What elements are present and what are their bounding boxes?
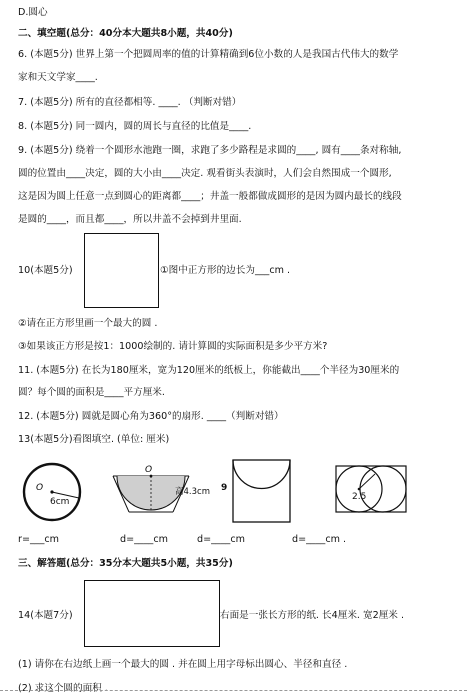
answer-3: d=____cm xyxy=(197,534,245,545)
question-11-line-2: 圆？每个圆的面积是____平方厘米. xyxy=(18,387,165,398)
figure-rectangle-two-circles xyxy=(334,462,410,518)
figure-4-radius-label: 2.5 xyxy=(352,492,367,502)
figure-circle-radius xyxy=(18,462,94,524)
question-9-line-1: 9. (本题5分) 绕着一个圆形水池跑一圈，求跑了多少路程是求圆的____, 圆有____条对称轴, xyxy=(18,145,402,156)
section-3-heading: 三、解答题(总分：35分本大题共5小题，共35分) xyxy=(18,558,233,569)
answer-1: r=___cm xyxy=(18,534,59,545)
figure-square-semicircle xyxy=(228,458,294,526)
question-8: 8. (本题5分) 同一圆内，圆的周长与直径的比值是____. xyxy=(18,121,252,132)
answer-4: d=____cm . xyxy=(292,534,347,545)
question-12: 12. (本题5分) 圆就是圆心角为360°的扇形. ____（判断对错） xyxy=(18,411,284,422)
question-7: 7. (本题5分) 所有的直径都相等. ____. （判断对错） xyxy=(18,97,242,108)
question-13: 13(本题5分)看图填空. (单位: 厘米) xyxy=(18,434,170,445)
question-10-part-1: ①图中正方形的边长为___cm . xyxy=(160,265,291,276)
figure-2-height-label: 高4.3cm xyxy=(175,487,210,497)
figure-1-center-label: O xyxy=(36,483,44,493)
question-9-line-3: 这是因为圆上任意一点到圆心的距离都____；井盖一般都做成圆形的是因为圆内最长的线段 xyxy=(18,191,402,202)
question-14-label: 14(本题7分) xyxy=(18,610,73,621)
page-divider xyxy=(0,690,467,691)
question-6-line-1: 6. (本题5分) 世界上第一个把圆周率的值的计算精确到6位小数的人是我国古代伟大的数学 xyxy=(18,49,399,60)
question-14-description: 右面是一张长方形的纸. 长4厘米. 宽2厘米 . xyxy=(220,610,405,621)
question-9-line-4: 是圆的____，而且都____，所以井盖不会掉到井里面. xyxy=(18,214,242,225)
answer-2: d=____cm xyxy=(120,534,168,545)
question-9-line-2: 圆的位置由____决定，圆的大小由____决定. 观看街头表演时，人们会自然围成一个圆形, xyxy=(18,168,392,179)
figure-2-top-label: O xyxy=(145,465,153,475)
question-10-part-2: ②请在正方形里画一个最大的圆 . xyxy=(18,318,158,329)
figure-3-side-label: 9 xyxy=(221,483,228,493)
question-11-line-1: 11. (本题5分) 在长为180厘米，宽为120厘米的纸板上，你能截出____个半径为30厘米的 xyxy=(18,365,400,376)
question-14-part-1: (1) 请你在右边纸上画一个最大的圆 . 并在圆上用字母标出圆心、半径和直径 . xyxy=(18,659,348,670)
question-6-line-2: 家和天文学家____. xyxy=(18,72,98,83)
square-figure xyxy=(84,233,159,308)
question-10-label: 10(本题5分) xyxy=(18,265,73,276)
question-14-part-2: (2) 求这个圆的面积 . xyxy=(18,683,108,694)
section-2-heading: 二、填空题(总分：40分本大题共8小题，共40分) xyxy=(18,28,233,39)
rectangle-paper-figure xyxy=(84,580,220,647)
option-d-text: D.圆心 xyxy=(18,7,48,18)
question-10-part-3: ③如果该正方形是按1：1000绘制的. 请计算圆的实际面积是多少平方米? xyxy=(18,341,328,352)
figure-1-length-label: 6cm xyxy=(50,497,70,507)
